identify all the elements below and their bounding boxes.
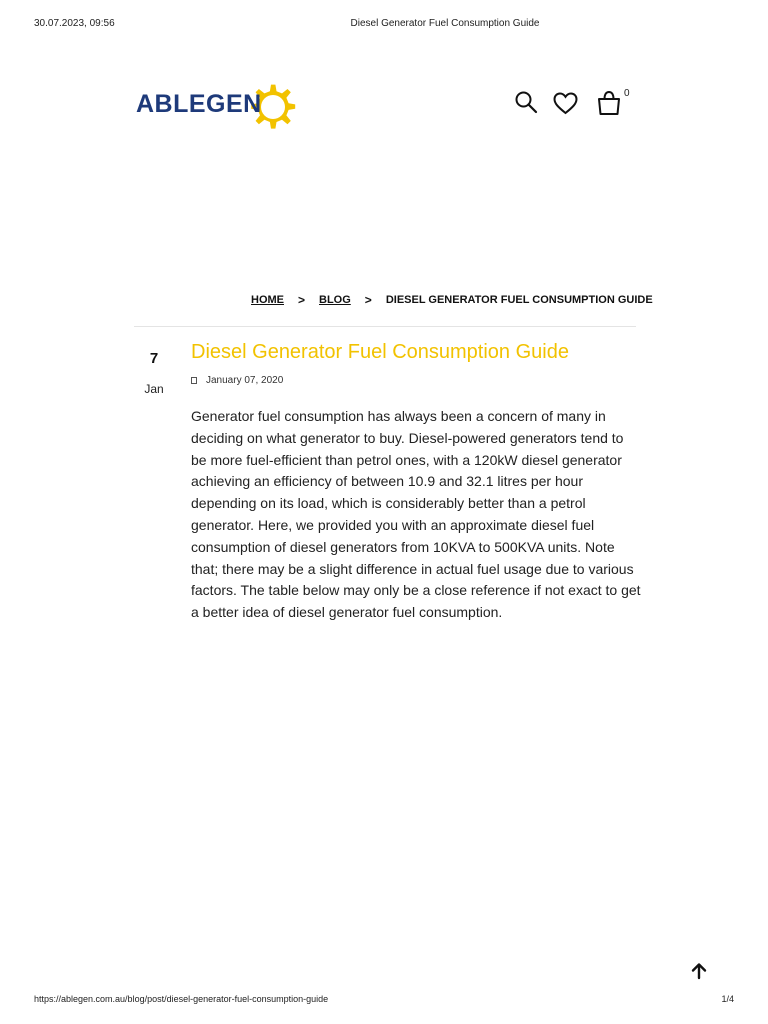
- cart-icon[interactable]: [596, 90, 622, 116]
- site-logo[interactable]: [136, 72, 296, 136]
- breadcrumb-separator: >: [364, 293, 372, 307]
- heart-icon[interactable]: [553, 92, 578, 115]
- post-body-text: Generator fuel consumption has always been a concern of many in deciding on what generator to buy. Diesel-powered generators tend to be more fuel-efficient than petrol ones, with a 120kW diesel generator achieving an efficiency of between 10.9 and 32.1 litres per hour depending on its load, which is considerably better than a petrol generator. Here, we provided you with an approximate diesel fuel consumption of diesel generators from 10KVA to 500KVA units. Note that; there may be a slight difference in actual fuel usage due to various factors. The table below may only be a close reference if not exact to get a better idea of diesel generator fuel consumption.: [191, 408, 641, 621]
- post-meta: [191, 375, 283, 386]
- breadcrumb-blog-link[interactable]: BLOG: [319, 294, 351, 306]
- post-date-month: Jan: [144, 382, 164, 396]
- header-actions: [512, 86, 636, 122]
- print-page-title: Diesel Generator Fuel Consumption Guide: [350, 18, 540, 29]
- breadcrumb-current: DIESEL GENERATOR FUEL CONSUMPTION GUIDE: [385, 294, 653, 306]
- breadcrumb-home-link[interactable]: HOME: [251, 294, 284, 306]
- post-date-day: 7: [149, 350, 159, 367]
- print-page-number: 1/4: [721, 994, 734, 1004]
- print-url: https://ablegen.com.au/blog/post/diesel-generator-fuel-consumption-guide: [34, 994, 329, 1004]
- print-datetime: 30.07.2023, 09:56: [34, 18, 115, 29]
- calendar-icon: [191, 377, 197, 384]
- post-title: Diesel Generator Fuel Consumption Guide: [191, 341, 569, 363]
- post-date: January 07, 2020: [206, 375, 284, 386]
- logo-wordmark: ABLEGEN: [136, 89, 262, 118]
- content-divider: [134, 326, 636, 327]
- breadcrumb: [251, 293, 653, 307]
- cart-count-badge: 0: [624, 88, 630, 99]
- arrow-up-icon[interactable]: [689, 962, 709, 980]
- search-icon[interactable]: [514, 90, 538, 114]
- breadcrumb-separator: >: [298, 293, 306, 307]
